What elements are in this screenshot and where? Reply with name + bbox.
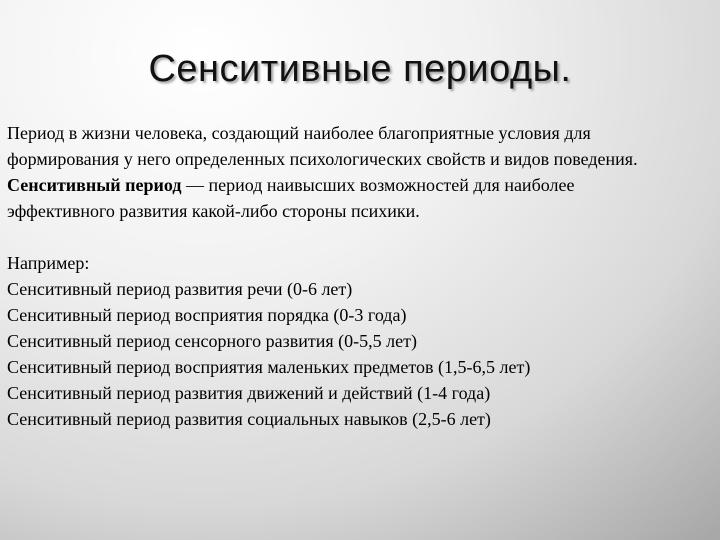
example-item: Сенситивный период сенсорного развития (0-5,5 лет) <box>7 331 417 351</box>
example-item: Сенситивный период развития движений и действий (1-4 года) <box>7 383 491 403</box>
sensitive-period-term: Сенситивный период <box>7 175 182 195</box>
example-item: Сенситивный период развития речи (0-6 лет) <box>7 279 353 299</box>
slide-body <box>7 120 717 432</box>
sensitive-period-definition-text-2: эффективного развития какой-либо стороны психики. <box>7 201 420 221</box>
sensitive-period-definition-text-1: — период наивысших возможностей для наиболее <box>181 175 575 195</box>
definition-line-2: формирования у него определенных психологических свойств и видов поведения. <box>7 149 638 169</box>
paragraph-spacer <box>7 224 717 250</box>
sensitive-period-definition <box>7 172 717 198</box>
example-item: Сенситивный период восприятия маленьких предметов (1,5-6,5 лет) <box>7 357 531 377</box>
definition-line-1: Период в жизни человека, создающий наиболее благоприятные условия для <box>7 123 591 143</box>
example-item: Сенситивный период развития социальных навыков (2,5-6 лет) <box>7 409 491 429</box>
example-heading: Например: <box>7 253 90 273</box>
example-item: Сенситивный период восприятия порядка (0-3 года) <box>7 305 407 325</box>
slide-title: Сенситивные периоды. <box>148 48 572 90</box>
